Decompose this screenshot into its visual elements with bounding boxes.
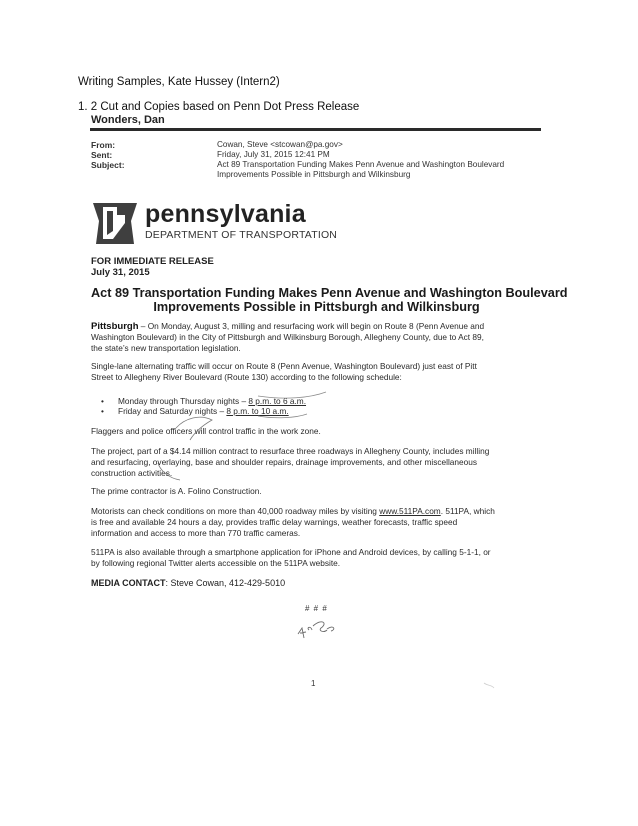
immediate-release-label: FOR IMMEDIATE RELEASE: [91, 256, 214, 267]
p1-line-3: the state’s new transportation legislation.: [91, 343, 241, 354]
p6-line-2: is free and available 24 hours a day, provides traffic delay warnings, weather forecasts, traffic speed: [91, 517, 458, 528]
bullet-1-time: 8 p.m. to 6 a.m.: [248, 396, 307, 406]
email-sender-name: Wonders, Dan: [91, 114, 165, 126]
logo-wordmark: pennsylvania: [145, 200, 306, 228]
p7-line-1: 511PA is also available through a smartphone application for iPhone and Android devices, by calling 5-1-1, or: [91, 547, 491, 557]
p4-line-3: construction activities.: [91, 468, 173, 479]
release-title-line-1: Act 89 Transportation Funding Makes Penn Avenue and Washington Boulevard: [91, 286, 568, 300]
handwritten-scribble: [298, 622, 334, 638]
bullet-icon: •: [101, 406, 104, 416]
paragraph-3: [91, 426, 543, 437]
subject-label: Subject:: [91, 160, 125, 170]
p2-line-1: Single-lane alternating traffic will occur on Route 8 (Penn Avenue, Washington Boulevard) just east of Pitt: [91, 361, 477, 371]
paragraph-6: [91, 506, 543, 540]
p6-line-1-b: . 511PA, which: [440, 506, 495, 516]
page-number: 1: [311, 679, 316, 688]
media-contact: [91, 578, 285, 588]
media-contact-label: MEDIA CONTACT: [91, 578, 166, 588]
p5-line: The prime contractor is A. Folino Construction.: [91, 486, 262, 496]
p1-line-2: Washington Boulevard) in the City of Pittsburgh and Wilkinsburg Borough, Allegheny County, due to Act 89,: [91, 332, 484, 343]
keystone-logo-icon: [91, 201, 139, 246]
p2-line-2: Street to Allegheny River Boulevard (Route 130) according to the following schedule:: [91, 372, 402, 383]
p3-line: Flaggers and police officers will control traffic in the work zone.: [91, 426, 321, 436]
p4-line-1: The project, part of a $4.14 million contract to resurface three roadways in Allegheny County, includes milling: [91, 446, 490, 456]
email-header-rule: [90, 128, 541, 131]
paragraph-5: [91, 486, 543, 497]
511pa-link[interactable]: www.511PA.com: [379, 506, 441, 516]
bullet-1-text: Monday through Thursday nights –: [118, 396, 249, 406]
bullet-icon: •: [101, 396, 104, 406]
subject-value-line-1: Act 89 Transportation Funding Makes Penn Avenue and Washington Boulevard: [217, 160, 505, 169]
sent-value: Friday, July 31, 2015 12:41 PM: [217, 150, 330, 159]
p6-line-3: information and access to more than 770 traffic cameras.: [91, 528, 301, 539]
p6-line-1-a: Motorists can check conditions on more than 40,000 roadway miles by visiting: [91, 506, 380, 516]
release-title-line-2: Improvements Possible in Pittsburgh and Wilkinsburg: [153, 300, 480, 314]
p7-line-2: by following regional Twitter alerts accessible on the 511PA website.: [91, 558, 341, 569]
paragraph-7: [91, 547, 543, 569]
schedule-bullet-2: [101, 406, 289, 416]
end-marks: # # #: [305, 604, 328, 613]
bullet-2-time: 8 p.m. to 10 a.m.: [226, 406, 289, 416]
faint-smudge: [484, 683, 494, 688]
media-contact-value: : Steve Cowan, 412-429-5010: [165, 578, 286, 588]
paragraph-4: [91, 446, 543, 480]
subject-value-line-2: Improvements Possible in Pittsburgh and Wilkinsburg: [217, 170, 411, 179]
p1-line-1: – On Monday, August 3, milling and resurfacing work will begin on Route 8 (Penn Avenue and: [138, 321, 485, 331]
p4-line-2: and resurfacing, overlaying, base and shoulder repairs, drainage improvements, and other miscellaneous: [91, 457, 478, 468]
paragraph-1: [91, 321, 543, 355]
from-value: Cowan, Steve <stcowan@pa.gov>: [217, 140, 343, 149]
release-date: July 31, 2015: [91, 267, 150, 278]
paragraph-2: [91, 361, 543, 383]
schedule-bullet-1: [101, 396, 306, 406]
logo-department: DEPARTMENT OF TRANSPORTATION: [145, 229, 338, 241]
document-header-line-2: 1. 2 Cut and Copies based on Penn Dot Press Release: [78, 101, 360, 113]
document-header-line-1: Writing Samples, Kate Hussey (Intern2): [78, 76, 280, 88]
dateline: Pittsburgh: [91, 321, 139, 332]
sent-label: Sent:: [91, 150, 113, 160]
bullet-2-text: Friday and Saturday nights –: [118, 406, 227, 416]
from-label: From:: [91, 140, 116, 150]
